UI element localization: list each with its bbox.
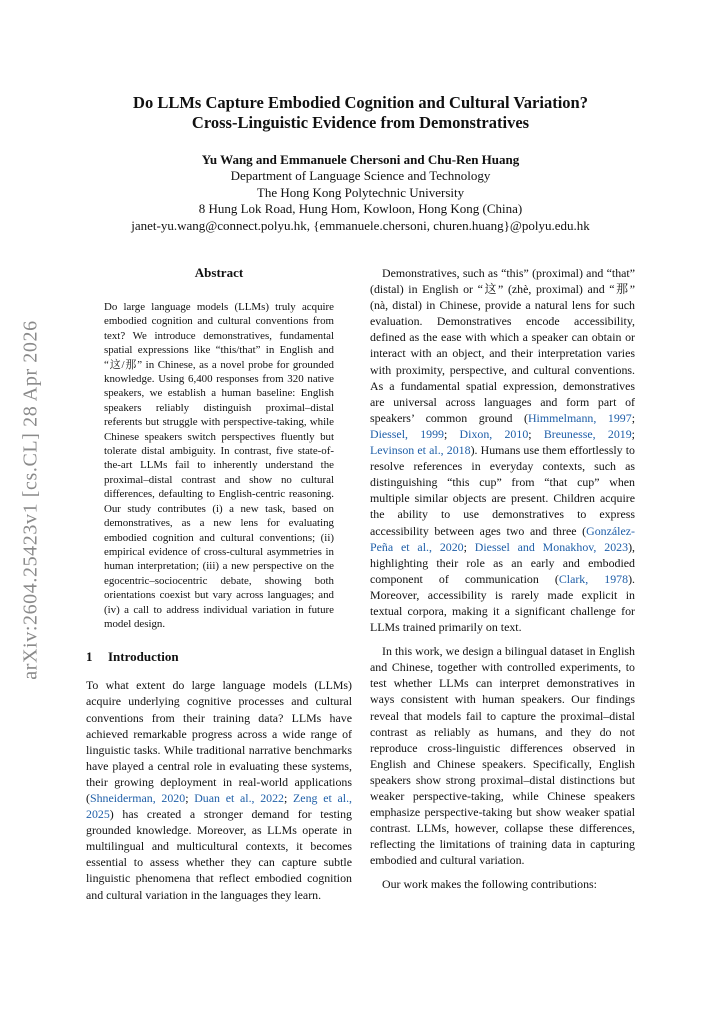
abstract-heading: Abstract [194, 265, 244, 280]
affiliation-department: Department of Language Science and Technology [230, 168, 491, 184]
paper-title [80, 93, 641, 133]
citation-separator: ; [528, 426, 544, 441]
paragraph-text: ) has created a stronger demand for testing grounded knowledge. Moreover, as LLMs operate in multilingual and multicultural contexts, it becomes essential to assess whether they can capture subtle linguistic phenomena that reflect embodied cognition and cultural variation in the languages they learn. [86, 807, 352, 902]
citation-link[interactable]: Diessel and Monakhov, 2023 [474, 539, 629, 554]
citation-link[interactable]: Clark, 1978 [558, 571, 629, 586]
citation-link[interactable]: Shneiderman, 2020 [89, 791, 186, 805]
intro-paragraph-1 [86, 677, 352, 902]
left-column [86, 265, 352, 903]
citation-link[interactable]: Diessel, 1999 [370, 426, 444, 441]
intro-paragraph-3: In this work, we design a bilingual dataset in English and Chinese, together with controlled experiments, to test whether LLMs can interpret demonstratives in ways consistent with human speakers. Our findings reveal that models fail to capture the proximal–distal contrast as reliably as humans, and they do not reproduce cross-linguistic differences observed in English and Chinese speakers. Specifically, English speakers show strong proximal–distal distinctions but weaker perspective-taking, while Chinese speakers emphasize perspective-taking but show weaker spatial contrast. LLMs, however, collapse these differences, reflecting the limitations of training data in capturing embodied and cultural variation. [370, 644, 635, 868]
right-column [370, 265, 635, 893]
affiliation-address: 8 Hung Lok Road, Hung Hom, Kowloon, Hong Kong (China) [198, 201, 523, 217]
intro-paragraph-4: Our work makes the following contributions: [382, 877, 597, 892]
citation-link[interactable]: Levinson et al., 2018 [370, 443, 471, 458]
intro-paragraph-2 [370, 265, 635, 635]
citation-separator: ; [185, 791, 195, 805]
section-number: 1 [86, 649, 93, 665]
paragraph-text: ). Moreover, accessibility is rarely made explicit in textual corpora, making it a significant challenge for LLMs trained primarily on text. [370, 571, 635, 635]
section-heading [86, 649, 352, 665]
arxiv-stamp: arXiv:2604.25423v1 [cs.CL] 28 Apr 2026 [19, 320, 42, 680]
abstract-text: Do large language models (LLMs) truly acquire embodied cognition and cultural conventions from text? We introduce demonstratives, fundamental spatial expressions like “this/that” in English and “这/那” in Chinese, as a novel probe for grounded knowledge. Using 6,400 responses from 320 native speakers, we establish a human baseline: English speakers reliably distinguish proximal–distal referents but struggle with perspective-taking, while Chinese speakers switch perspectives fluently but tolerate distal ambiguity. In contrast, five state-of-the-art LLMs fail to inherently understand the proximal–distal contrast and show no cultural differences, defaulting to English-centric reasoning. Our study contributes (i) a new task, based on demonstratives, as a new lens for evaluating embodied cognition and cultural conventions; (ii) empirical evidence of cross-cultural asymmetries in human interpretation; (iii) a new perspective on the egocentric–sociocentric debate, showing both orientations coexist but vary across languages; and (iv) a call to address individual variation in future model design. [104, 301, 334, 630]
citation-link[interactable]: Zeng et al., 2025 [86, 791, 353, 822]
title-line-2: Cross-Linguistic Evidence from Demonstratives [191, 113, 530, 132]
affiliation-university: The Hong Kong Polytechnic University [256, 184, 465, 200]
author-names: Yu Wang and Emmanuele Chersoni and Chu-Ren Huang [201, 152, 520, 167]
title-line-1: Do LLMs Capture Embodied Cognition and Cultural Variation? [133, 93, 588, 112]
paragraph-text: ). Humans use them effortlessly to resolve references in everyday contexts, such as distinguishing “this cup” from “that cup” when multiple similar objects are present. Children acquire the ability to use demonstratives to express accessibility between ages two and three ( [370, 443, 636, 538]
paragraph-text: To what extent do large language models (LLMs) acquire underlying cognitive processes and cultural conventions from their training data? LLMs have achieved remarkable progress across a wide range of linguistic tasks. While traditional narrative benchmarks have played a central role in evaluating these systems, their growing deployment in real-world applications ( [86, 678, 352, 805]
citation-separator: ; [444, 426, 460, 441]
citation-separator: ; [284, 791, 294, 805]
citation-separator: ; [631, 410, 635, 425]
section-title: Introduction [108, 649, 179, 665]
citation-separator: ; [631, 426, 635, 441]
citation-link[interactable]: Himmelmann, 1997 [527, 410, 632, 425]
citation-link[interactable]: Breunesse, 2019 [543, 426, 632, 441]
author-block [80, 152, 641, 234]
citation-link[interactable]: Duan et al., 2022 [194, 791, 285, 805]
citation-link[interactable]: González-Peña et al., 2020 [370, 523, 635, 554]
citation-link[interactable]: Dixon, 2010 [459, 426, 529, 441]
paragraph-text: Demonstratives, such as “this” (proximal) and “that” (distal) in English or “这” (zhè, proximal) and “那” (nà, distal) in Chinese, provide a natural lens for such evaluation. Demonstratives encode accessibility, defined as the ease with which a speaker can obtain or interact with an object, and their interpretation varies with proximity, perspective, and cultural conventions. As a fundamental spatial expression, demonstratives are universal across languages and form part of speakers’ common ground ( [370, 266, 635, 425]
paragraph-text: ), highlighting their role as an early and embodied component of communication ( [370, 539, 635, 586]
arxiv-sidebar [16, 295, 46, 705]
citation-separator: ; [463, 539, 475, 554]
author-emails: janet-yu.wang@connect.polyu.hk, {emmanuele.chersoni, churen.huang}@polyu.edu.hk [131, 217, 590, 233]
